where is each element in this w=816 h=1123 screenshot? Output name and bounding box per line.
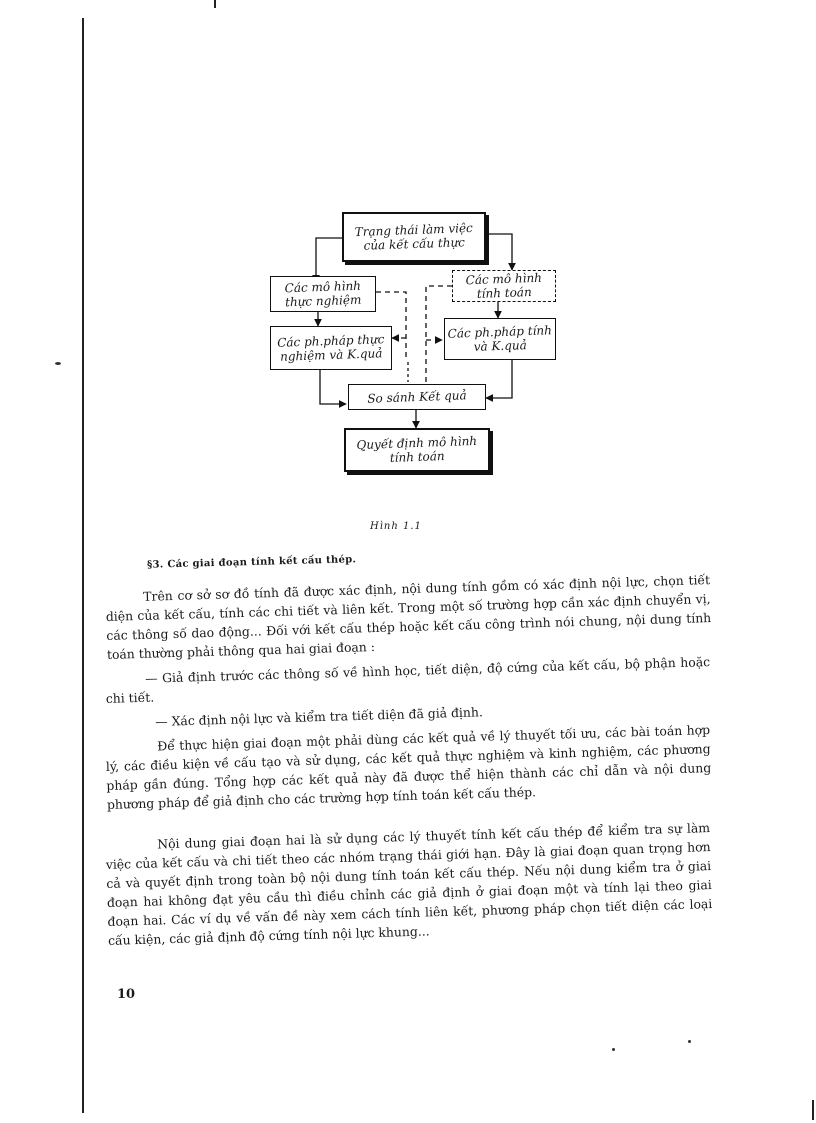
- box-exp-model-label: Các mô hình thực nghiệm: [284, 278, 362, 310]
- box-experimental-models: [270, 276, 376, 312]
- box-decide-label: Quyết định mô hình tính toán: [356, 433, 478, 465]
- figure-caption: Hình 1.1: [370, 521, 422, 532]
- paragraph-4: Để thực hiện giai đoạn một phải dùng các kết quả về lý thuyết tối ưu, các bài toán hợp lý, các điều kiện về cấu tạo và sử dụng, các kết quả thực nghiệm và kinh nghiệm, các phương pháp gần đúng. Tổng hợp các kết quả này đã được thể hiện thành các chỉ dẫn và nội dung phương pháp để giả định cho các trường hợp tính toán kết cấu thép.: [105, 722, 712, 812]
- box-actual-structure: [342, 212, 486, 262]
- scan-speck: [612, 1048, 615, 1051]
- box-compare-label: So sánh Kết quả: [367, 388, 467, 406]
- box-calculation-models: [452, 270, 556, 302]
- paragraph-3: — Xác định nội lực và kiểm tra tiết diện đã giả định.: [155, 704, 483, 729]
- box-compare-results: [348, 384, 486, 410]
- right-scan-mark: [812, 1100, 814, 1120]
- box-exp-method-label: Các ph.pháp thực nghiệm và K.quả: [276, 332, 385, 364]
- paragraph-2: — Giả định trước các thông số về hình học, tiết diện, độ cứng của kết cấu, bộ phận hoặc chi tiết.: [105, 654, 711, 706]
- box-experimental-methods: [270, 326, 392, 370]
- scan-speck: [688, 1040, 691, 1043]
- box-calculation-methods: [444, 318, 556, 360]
- box-decide-model: [344, 428, 490, 472]
- box-actual-label: Trạng thái làm việc của kết cấu thực: [354, 220, 474, 253]
- connector-calc-method-to-compare: [486, 358, 512, 398]
- section-heading: §3. Các giai đoạn tính kết cấu thép.: [146, 554, 357, 571]
- paragraph-1: Trên cơ sở sơ đồ tính đã được xác định, nội dung tính gồm có xác định nội lực, chọn tiết diện của kết cấu, tính các chi tiết và liên kết. Trong một số trường hợp cần xác định chuyển vị, các thông số dao động... Đối với kết cấu thép hoặc kết cấu công trình nói chung, nội dung tính toán thường phải thông qua hai giai đoạn :: [105, 572, 712, 662]
- connector-exp-method-to-compare: [320, 370, 346, 404]
- page-number: 10: [117, 987, 136, 1002]
- connector-actual-to-calc-model: [484, 234, 512, 270]
- box-calc-method-label: Các ph.pháp tính và K.quả: [447, 323, 553, 354]
- paragraph-5: Nội dung giai đoạn hai là sử dụng các lý thuyết tính kết cấu thép để kiểm tra sự làm việc của kết cấu và chi tiết theo các nhóm trạng thái giới hạn. Đây là giai đoạn quan trọng hơn cả và quyết định trong toàn bộ nội dung tính toán kết cấu thép. Nếu nội dung kiểm tra ở giai đoạn hai không đạt yêu cầu thì điều chỉnh các giả định ở giai đoạn một và tính lại theo giai đoạn hai. Các ví dụ về vấn đề này xem cách tính liên kết, phương pháp chọn tiết diện các loại cấu kiện, các giả định độ cứng tính nội lực khung...: [105, 820, 713, 948]
- box-calc-model-label: Các mô hình tính toán: [465, 270, 543, 301]
